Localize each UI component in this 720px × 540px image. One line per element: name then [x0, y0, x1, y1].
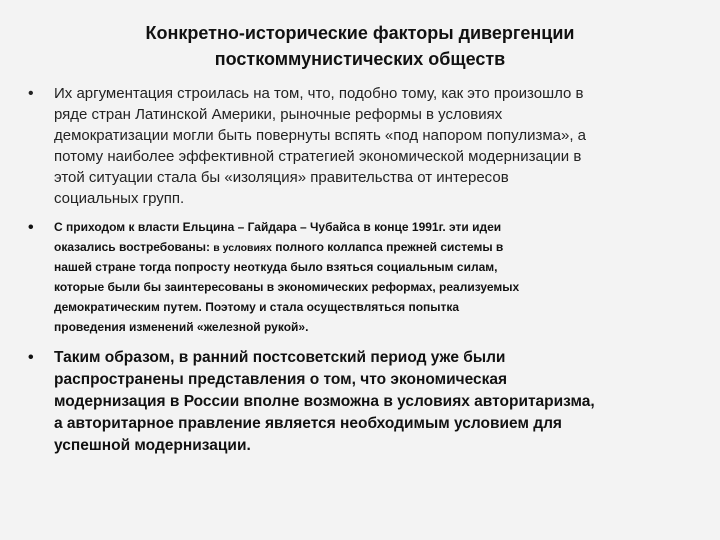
- bullet-1-line-6: социальных групп.: [54, 190, 185, 207]
- bullet-2-line-2-small: в условиях: [213, 241, 272, 254]
- bullet-list: [22, 83, 682, 457]
- bullet-2-line-6: проведения изменений «железной рукой».: [54, 319, 309, 334]
- bullet-2-line-2-rest: полного коллапса прежней системы в: [275, 239, 504, 254]
- bullet-2-line-3: нашей стране тогда попросту неоткуда было взяться социальным силам,: [54, 260, 498, 275]
- slide-title: [60, 20, 660, 72]
- bullet-1-line-4: потому наиболее эффективной стратегией экономической модернизации в: [54, 148, 582, 165]
- bullet-1-line-1: Их аргументация строилась на том, что, подобно тому, как это произошло в: [54, 85, 584, 102]
- bullet-item-conclusion: [22, 347, 682, 457]
- bullet-2-line-1: С приходом к власти Ельцина – Гайдара – Чубайса в конце 1991г. эти идеи: [54, 220, 502, 234]
- bullet-3-line-2: распространены представления о том, что экономическая: [54, 371, 508, 389]
- slide-title-line-1: Конкретно-исторические факторы дивергенции: [145, 23, 575, 43]
- bullet-2-line-2-prefix: оказались востребованы:: [54, 239, 210, 254]
- bullet-icon: •: [28, 219, 34, 236]
- bullet-1-line-5: этой ситуации стала бы «изоляция» правительства от интересов: [54, 169, 509, 186]
- bullet-1-line-2: ряде стран Латинской Америки, рыночные реформы в условиях: [54, 106, 503, 123]
- bullet-icon: •: [28, 85, 34, 102]
- slide-title-line-2: посткоммунистических обществ: [214, 49, 506, 69]
- bullet-3-line-1: Таким образом, в ранний постсоветский период уже были: [54, 349, 506, 367]
- bullet-3-line-5: успешной модернизации.: [54, 437, 251, 455]
- bullet-item-yeltsin-era: [22, 218, 682, 337]
- bullet-item-argumentation: [22, 83, 682, 209]
- bullet-icon: •: [28, 349, 34, 367]
- bullet-3-line-3: модернизация в России вполне возможна в условиях авторитаризма,: [54, 393, 595, 411]
- bullet-3-line-4: а авторитарное правление является необходимым условием для: [54, 415, 562, 433]
- bullet-2-line-5: демократическим путем. Поэтому и стала осуществляться попытка: [54, 299, 460, 314]
- bullet-2-line-4: которые были бы заинтересованы в экономических реформах, реализуемых: [54, 280, 520, 295]
- bullet-1-line-3: демократизации могли быть повернуты вспять «под напором популизма», а: [54, 127, 587, 144]
- bullet-2-line-2: [54, 238, 682, 259]
